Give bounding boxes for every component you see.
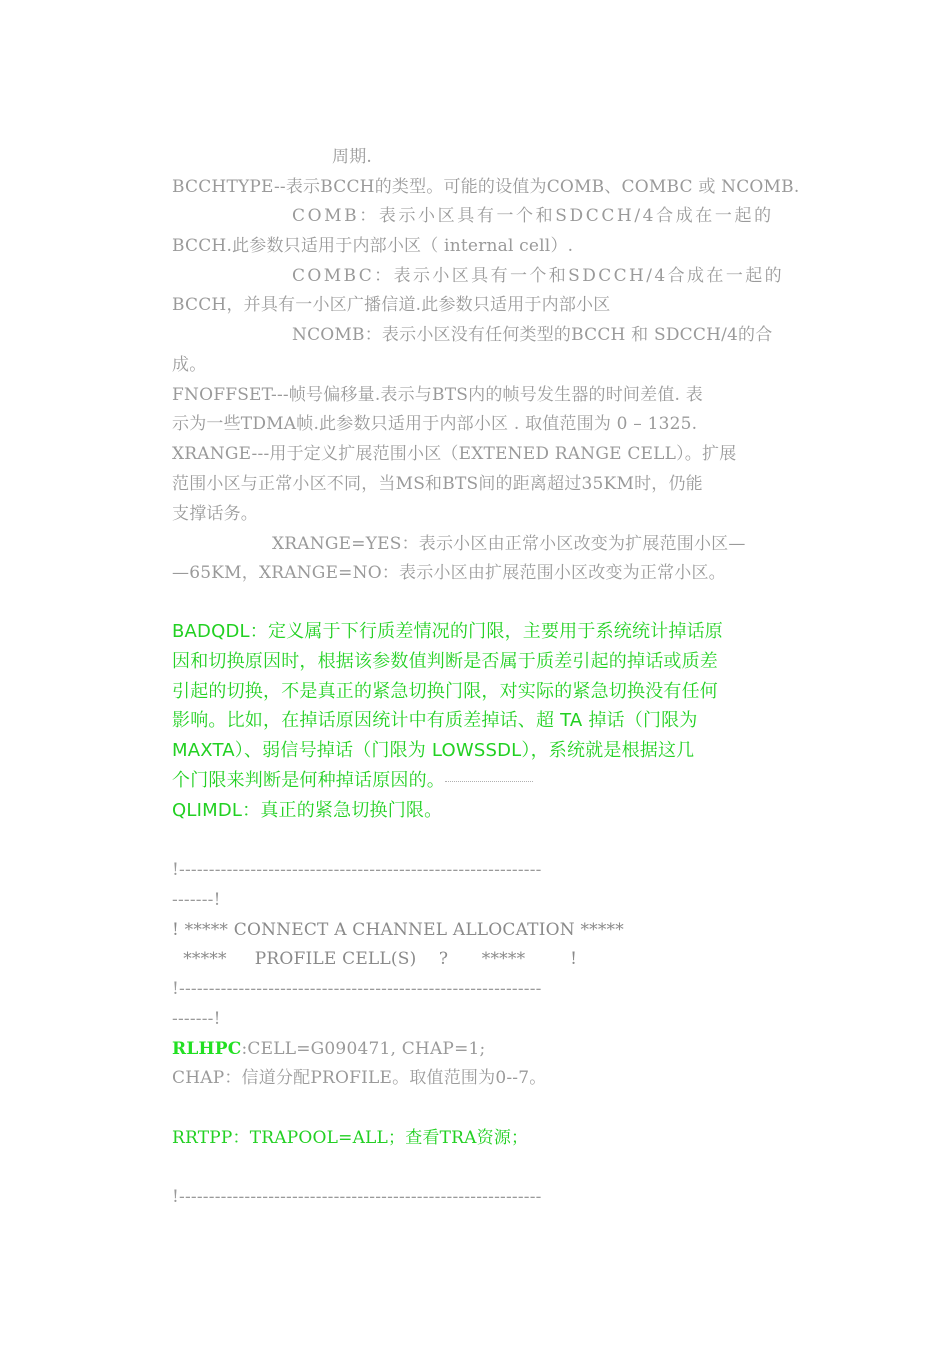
box-line: !------------------------------------------------------------- [172,979,542,999]
rlhpc-command: RLHPC [172,1039,242,1059]
dotted-underline [445,780,533,782]
box-line: -------! [172,1009,221,1029]
text-line: COMBC：表示小区具有一个和SDCCH/4合成在一起的 [292,266,785,286]
text-line: 支撑话务。 [172,504,258,524]
box-line: ***** PROFILE CELL(S) ? ***** ! [172,949,578,969]
text-line: 示为一些TDMA帧.此参数只适用于内部小区 . 取值范围为 0 – 1325. [172,414,698,434]
green-text-line: BADQDL：定义属于下行质差情况的门限，主要用于系统统计掉话原 [172,621,723,642]
green-text-line: MAXTA）、弱信号掉话（门限为 LOWSSDL），系统就是根据这几 [172,740,695,761]
rrtpp-line: RRTPP：TRAPOOL=ALL；查看TRA资源； [172,1128,529,1148]
text-line: XRANGE=YES：表示小区由正常小区改变为扩展范围小区— [272,534,746,554]
green-text-line: QLIMDL：真正的紧急切换门限。 [172,800,443,821]
green-text-segment: 个门限来判断是何种掉话原因的。 [172,770,445,791]
rlhpc-line [172,1038,485,1060]
text-line: BCCH.此参数只适用于内部小区（ internal cell）. [172,236,574,256]
text-line: BCCHTYPE--表示BCCH的类型。可能的设值为COMB、COMBC 或 NCOMB. [172,177,800,197]
green-text-line: 影响。比如，在掉话原因统计中有质差掉话、超 TA 掉话（门限为 [172,710,698,731]
box-line: ! ***** CONNECT A CHANNEL ALLOCATION ***** [172,920,624,940]
text-line: 成。 [172,355,207,375]
text-line: BCCH，并具有一小区广播信道.此参数只适用于内部小区 [172,295,611,315]
box-line: !------------------------------------------------------------- [172,1187,542,1207]
text-line: CHAP：信道分配PROFILE。取值范围为0--7。 [172,1068,547,1088]
rlhpc-params: :CELL=G090471, CHAP=1; [241,1039,486,1059]
green-text-line: 引起的切换，不是真正的紧急切换门限，对实际的紧急切换没有任何 [172,681,718,702]
green-text-line [172,770,533,792]
text-line: 周期. [332,147,373,167]
text-line: NCOMB：表示小区没有任何类型的BCCH 和 SDCCH/4的合 [292,325,773,345]
green-text-line: 因和切换原因时，根据该参数值判断是否属于质差引起的掉话或质差 [172,651,718,672]
text-line: 范围小区与正常小区不同，当MS和BTS间的距离超过35KM时，仍能 [172,474,703,494]
box-line: !------------------------------------------------------------- [172,860,542,880]
text-line: XRANGE---用于定义扩展范围小区（EXTENED RANGE CELL）。扩展 [172,444,737,464]
box-line: -------! [172,890,221,910]
text-line: COMB：表示小区具有一个和SDCCH/4合成在一起的 [292,206,774,226]
text-line: FNOFFSET---帧号偏移量.表示与BTS内的帧号发生器的时间差值. 表 [172,385,703,405]
text-line: —65KM，XRANGE=NO：表示小区由扩展范围小区改变为正常小区。 [172,563,726,583]
